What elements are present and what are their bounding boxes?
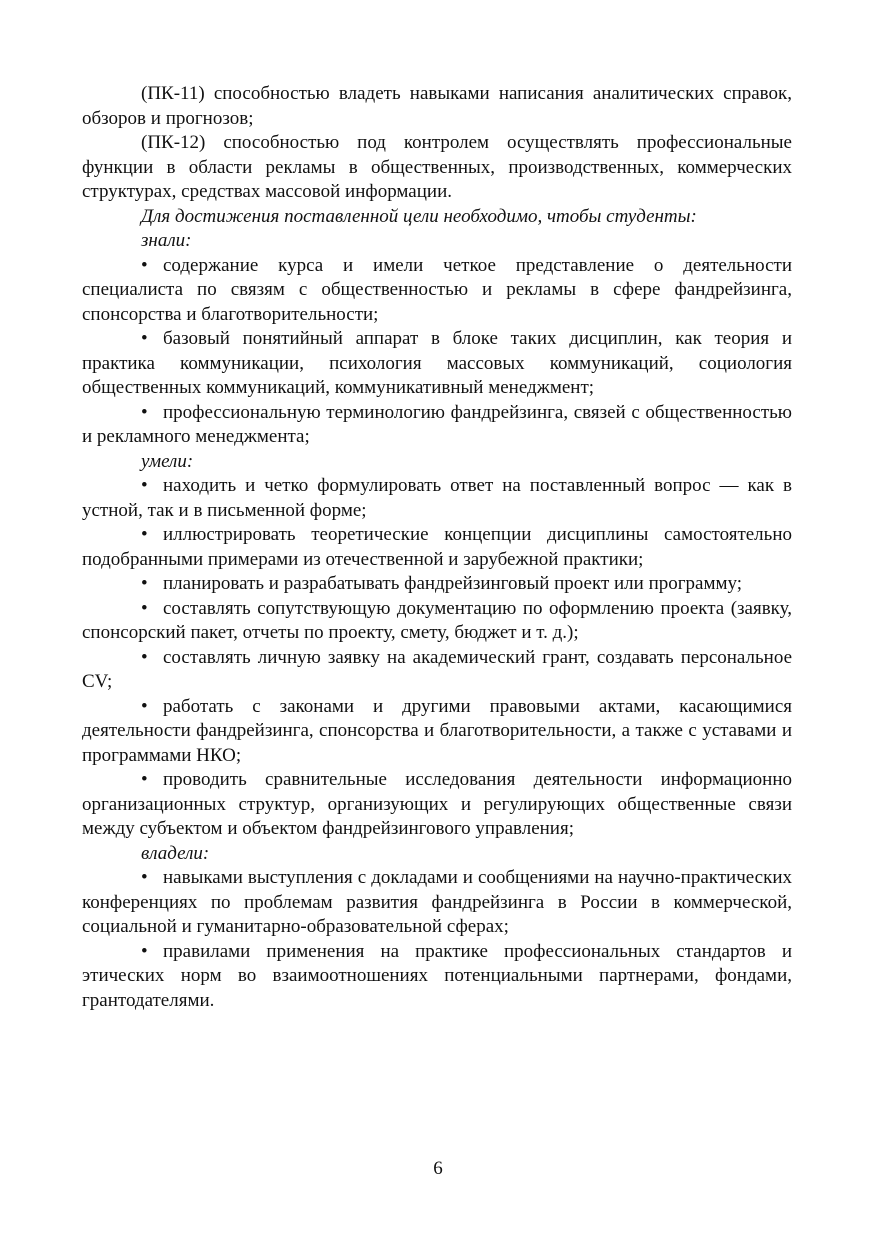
list-item — [82, 327, 792, 401]
list-item-text: профессиональную терминологию фандрейзинга, связей с общественностью и рекламного менеджмента; — [82, 401, 792, 447]
list-item — [82, 866, 792, 940]
section-label-know: знали: — [141, 230, 192, 251]
bullet-icon: • — [141, 769, 148, 790]
competence-pk11: (ПК-11) способностью владеть навыками написания аналитических справок, обзоров и прогнозов; — [82, 83, 792, 129]
list-item — [82, 940, 792, 1014]
list-item — [82, 572, 792, 597]
list-item-text: иллюстрировать теоретические концепции дисциплины самостоятельно подобранными примерами из отечественной и зарубежной практики; — [82, 524, 792, 570]
bullet-icon: • — [141, 328, 148, 349]
list-item-text: правилами применения на практике профессиональных стандартов и этических норм во взаимоотношениях потенциальными партнерами, фондами, грантодателями. — [82, 940, 792, 1011]
bullet-icon: • — [141, 646, 148, 668]
section-label-can: умели: — [141, 450, 194, 472]
bullet-icon: • — [141, 867, 148, 888]
list-item-text: составлять личную заявку на академический грант, создавать персональное CV; — [82, 646, 792, 692]
list-item-text: базовый понятийный аппарат в блоке таких дисциплин, как теория и практика коммуникации, психология массовых коммуникаций, социология общественных коммуникаций, коммуникативный менеджмент; — [82, 328, 792, 398]
bullet-icon: • — [141, 573, 148, 594]
document-page — [82, 82, 792, 1013]
goal-intro: Для достижения поставленной цели необходимо, чтобы студенты: — [141, 205, 697, 227]
list-item — [82, 401, 792, 450]
section-label-possess: владели: — [141, 842, 210, 864]
list-item-text: навыками выступления с докладами и сообщениями на научно-практических конференциях по проблемам развития фандрейзинга в России в коммерческой, социальной и гуманитарно-образовательной сферах; — [82, 867, 792, 937]
list-item — [82, 254, 792, 328]
page-number: 6 — [433, 1158, 443, 1179]
list-item — [82, 474, 792, 523]
bullet-icon: • — [141, 401, 148, 423]
list-item — [82, 646, 792, 695]
list-item-text: работать с законами и другими правовыми актами, касающимися деятельности фандрейзинга, спонсорства и благотворительности, а также с уставами и программами НКО; — [82, 695, 792, 766]
competence-pk12: (ПК-12) способностью под контролем осуществлять профессиональные функции в области рекламы в общественных, производственных, коммерческих структурах, средствах массовой информации. — [82, 132, 792, 202]
list-item — [82, 695, 792, 769]
bullet-icon: • — [141, 254, 148, 276]
list-item — [82, 523, 792, 572]
list-item — [82, 597, 792, 646]
list-item-text: планировать и разрабатывать фандрейзинговый проект или программу; — [163, 573, 743, 594]
list-item — [82, 768, 792, 842]
list-item-text: составлять сопутствующую документацию по оформлению проекта (заявку, спонсорский пакет, отчеты по проекту, смету, бюджет и т. д.); — [82, 597, 792, 643]
bullet-icon: • — [141, 597, 148, 619]
list-item-text: содержание курса и имели четкое представление о деятельности специалиста по связям с общественностью и рекламы в сфере фандрейзинга, спонсорства и благотворительности; — [82, 254, 792, 325]
bullet-icon: • — [141, 695, 148, 717]
list-item-text: проводить сравнительные исследования деятельности информационно организационных структур, организующих и регулирующих общественные связи между субъектом и объектом фандрейзингового управления; — [82, 769, 792, 839]
bullet-icon: • — [141, 940, 148, 962]
bullet-icon: • — [141, 524, 148, 545]
bullet-icon: • — [141, 475, 148, 496]
list-item-text: находить и четко формулировать ответ на поставленный вопрос — как в устной, так и в письменной форме; — [82, 475, 792, 521]
